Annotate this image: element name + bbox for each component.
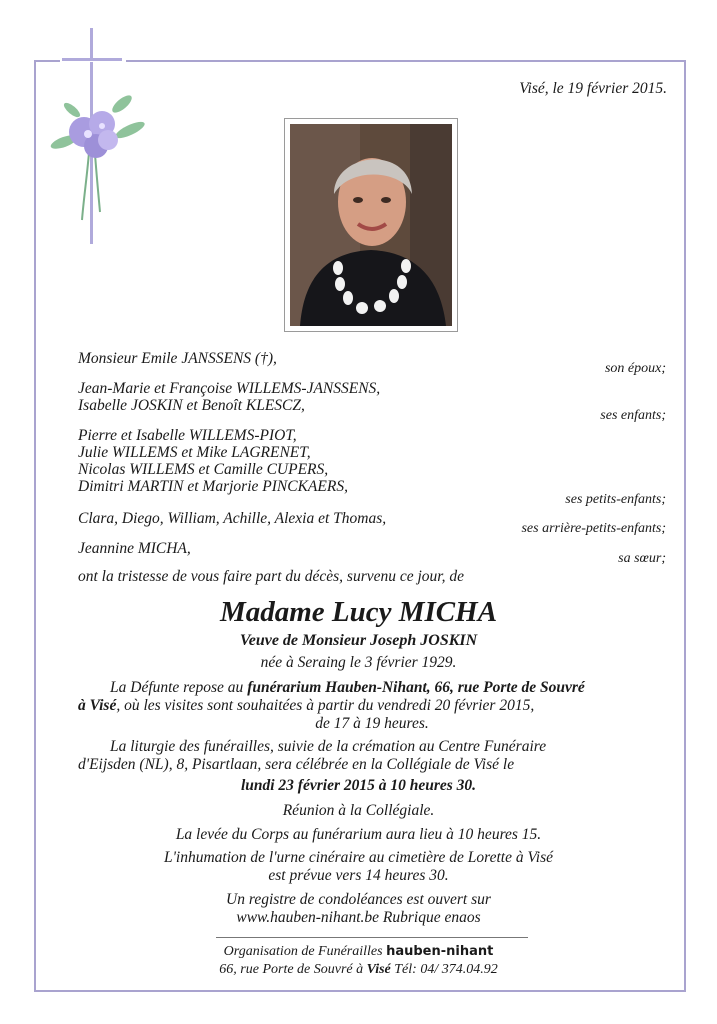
visitation-city: à Visé: [78, 697, 117, 714]
inhumation-line-1: L'inhumation de l'urne cinéraire au cimetière de Lorette à Visé: [163, 849, 554, 866]
visitation-text: La Défunte repose au: [110, 679, 248, 696]
levee-text: La levée du Corps au funérarium aura lieu à 10 heures 15.: [175, 826, 542, 843]
family-children: [78, 380, 666, 423]
family-grandchildren: [78, 427, 666, 507]
ceremony-line-1: La liturgie des funérailles, suivie de la crémation au Centre Funéraire: [110, 738, 547, 755]
ceremony-line-2: d'Eijsden (NL), 8, Pisartlaan, sera célébrée en la Collégiale de Visé le: [78, 756, 515, 773]
family-great-grandchildren: [78, 510, 666, 536]
register-website: www.hauben-nihant.be Rubrique enaos: [236, 909, 481, 926]
funerarium-address: funérarium Hauben-Nihant, 66, rue Porte de Souvré: [247, 679, 585, 696]
cross-arm: [62, 58, 122, 61]
family-sister: [78, 540, 666, 566]
register-line-1: Un registre de condoléances est ouvert sur: [226, 891, 491, 908]
widow-line: Veuve de Monsieur Joseph JOSKIN: [239, 632, 478, 649]
family-names: Jeannine MICHA,: [78, 540, 191, 557]
birth-line: née à Seraing le 3 février 1929.: [260, 654, 457, 671]
footer-divider: [216, 937, 528, 938]
portrait-image: [290, 124, 452, 326]
flower-bouquet-icon: [44, 90, 154, 230]
meeting-place: Réunion à la Collégiale.: [282, 802, 435, 819]
family-relation: ses enfants;: [600, 408, 666, 423]
family-names: Clara, Diego, William, Achille, Alexia et Thomas,: [78, 510, 387, 527]
family-names: Jean-Marie et Françoise WILLEMS-JANSSENS, Isabelle JOSKIN et Benoît KLESCZ,: [78, 380, 381, 414]
ceremony-date: lundi 23 février 2015 à 10 heures 30.: [240, 777, 477, 794]
portrait-photo: [284, 118, 458, 332]
family-relation: sa sœur;: [618, 551, 666, 566]
family-spouse: [78, 350, 666, 376]
family-names: Monsieur Emile JANSSENS (†),: [78, 350, 277, 367]
deceased-name: Madame Lucy MICHA: [219, 596, 498, 628]
ceremony-paragraph: [78, 738, 666, 774]
visitation-dates: , où les visites sont souhaitées à partir du vendredi 20 février 2015,: [116, 697, 535, 714]
visitation-paragraph: [78, 679, 666, 733]
footer-phone: Tél: 04/ 374.04.92: [390, 962, 498, 977]
footer-street: 66, rue Porte de Souvré à: [219, 962, 367, 977]
date-place: Visé, le 19 février 2015.: [519, 80, 667, 97]
footer-address: [0, 962, 717, 978]
footer-org-text: Organisation de Funérailles: [223, 944, 387, 959]
family-relation: ses petits-enfants;: [565, 492, 666, 507]
intro-text: ont la tristesse de vous faire part du décès, survenu ce jour, de: [78, 568, 465, 585]
footer-organisation: [0, 944, 717, 960]
visitation-hours: de 17 à 19 heures.: [315, 715, 429, 732]
footer-city: Visé: [366, 962, 391, 977]
family-relation: son époux;: [604, 361, 666, 376]
brand-logo: hauben-nihant: [386, 944, 494, 959]
inhumation-line-2: est prévue vers 14 heures 30.: [268, 867, 449, 884]
family-names: Pierre et Isabelle WILLEMS-PIOT, Julie WILLEMS et Mike LAGRENET, Nicolas WILLEMS et Camille CUPERS, Dimitri MARTIN et Marjorie PINCKAERS,: [78, 427, 348, 495]
family-relation: ses arrière-petits-enfants;: [521, 521, 666, 536]
